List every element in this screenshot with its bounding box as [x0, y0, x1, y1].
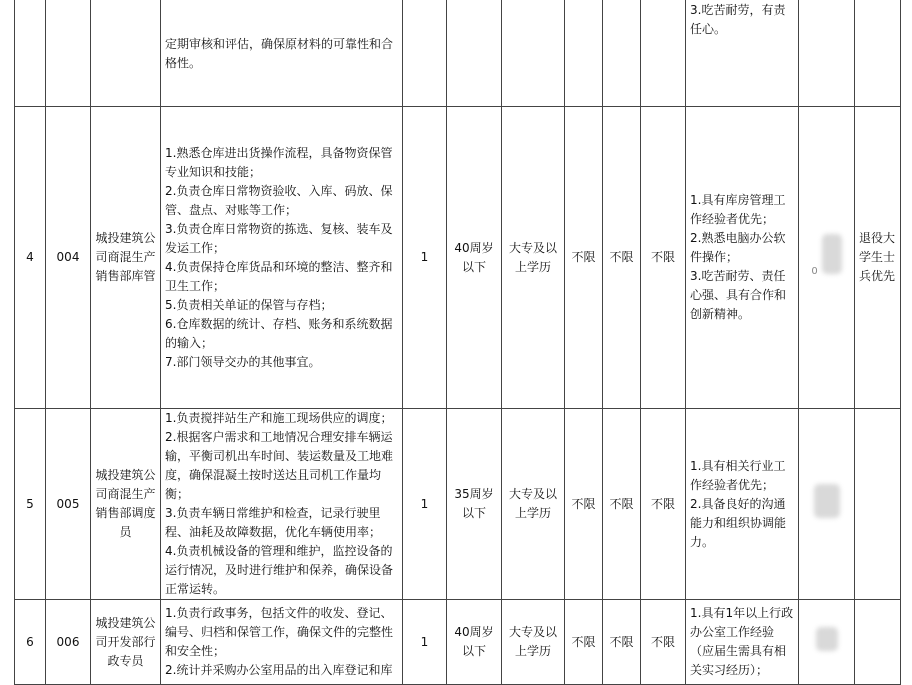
education-cell: 大专及以上学历 — [502, 409, 565, 600]
duty-line: 3.负责仓库日常物资的拣选、复核、装车及发运工作； — [165, 221, 393, 255]
note-cell — [855, 600, 901, 685]
table-row — [15, 409, 901, 600]
position-cell: 城投建筑公司商混生产销售部库管 — [91, 107, 161, 409]
table-row — [15, 0, 901, 107]
contact-cell — [799, 600, 855, 685]
major-cell: 不限 — [565, 409, 603, 600]
recruitment-table — [14, 0, 901, 685]
gender-cell — [603, 0, 641, 107]
note-cell: 退役大学生士兵优先 — [855, 107, 901, 409]
major-cell: 不限 — [565, 107, 603, 409]
education-cell: 大专及以上学历 — [502, 600, 565, 685]
education-cell — [502, 0, 565, 107]
duty-line: 2.统计并采购办公室用品的出入库登记和库 — [165, 663, 393, 677]
requirement-line: 1.具有1年以上行政办公室工作经验（应届生需具有相关实习经历）； — [690, 606, 794, 677]
gender-cell: 不限 — [603, 409, 641, 600]
age-cell: 35周岁以下 — [447, 409, 502, 600]
index-cell: 5 — [15, 409, 46, 600]
contact-cell — [799, 409, 855, 600]
count-cell: 1 — [403, 409, 447, 600]
duty-line: 7.部门领导交办的其他事宜。 — [165, 354, 321, 369]
position-cell — [91, 0, 161, 107]
gender-cell: 不限 — [603, 600, 641, 685]
duty-line: 4.负责保持仓库货品和环境的整洁、整齐和卫生工作； — [165, 259, 393, 293]
redacted-contact-blur — [816, 627, 838, 651]
duty-line: 2.根据客户需求和工地情况合理安排车辆运输，平衡司机出车时间、装运数量及工地难度，确保混凝土按时送达且司机工作量均衡； — [165, 430, 394, 501]
position-cell: 城投建筑公司商混生产销售部调度员 — [91, 409, 161, 600]
table-row — [15, 107, 901, 409]
position-cell: 城投建筑公司开发部行政专员 — [91, 600, 161, 685]
contact-redacted-text: 0 — [811, 266, 818, 277]
other-cell: 不限 — [641, 107, 686, 409]
note-cell — [855, 409, 901, 600]
gender-cell: 不限 — [603, 107, 641, 409]
duties-cell — [161, 409, 403, 600]
requirements-cell — [686, 600, 799, 685]
duties-cell — [161, 600, 403, 685]
other-cell: 不限 — [641, 409, 686, 600]
duty-line: 定期审核和评估，确保原材料的可靠性和合格性。 — [165, 36, 394, 70]
requirement-line: 1.具有库房管理工作经验者优先； — [690, 193, 786, 226]
redacted-contact-blur — [822, 234, 842, 274]
duty-line: 3.负责车辆日常维护和检查，记录行驶里程、油耗及故障数据，优化车辆使用率； — [165, 506, 382, 539]
major-cell: 不限 — [565, 600, 603, 685]
age-cell: 40周岁以下 — [447, 107, 502, 409]
duty-line: 2.负责仓库日常物资验收、入库、码放、保管、盘点、对账等工作； — [165, 183, 393, 217]
duty-line: 6.仓库数据的统计、存档、账务和系统数据的输入； — [165, 316, 393, 350]
duty-line: 1.负责行政事务，包括文件的收发、登记、编号、归档和保管工作，确保文件的完整性和安全性； — [165, 606, 394, 658]
duty-line: 1.负责搅拌站生产和施工现场供应的调度； — [165, 411, 393, 425]
duty-line: 1.熟悉仓库进出货操作流程，具备物资保管专业知识和技能； — [165, 145, 393, 179]
index-cell: 4 — [15, 107, 46, 409]
education-cell: 大专及以上学历 — [502, 107, 565, 409]
age-cell: 40周岁以下 — [447, 600, 502, 685]
requirement-line: 2.熟悉电脑办公软件操作； — [690, 231, 786, 264]
index-cell: 6 — [15, 600, 46, 685]
count-cell: 1 — [403, 107, 447, 409]
requirements-cell — [686, 0, 799, 107]
requirement-line: 1.具有相关行业工作经验者优先； — [690, 458, 786, 492]
requirement-line: 2.具备良好的沟通能力和组织协调能力。 — [690, 496, 787, 549]
count-cell — [403, 0, 447, 107]
requirements-cell — [686, 409, 799, 600]
other-cell: 不限 — [641, 600, 686, 685]
duty-line: 5.负责相关单证的保管与存档； — [165, 297, 333, 312]
requirement-line: 3.吃苦耐劳、责任心强、具有合作和创新精神。 — [690, 269, 787, 321]
code-cell: 004 — [46, 107, 91, 409]
requirement-line: 3.吃苦耐劳，有责任心。 — [690, 3, 786, 36]
duties-cell — [161, 107, 403, 409]
count-cell: 1 — [403, 600, 447, 685]
duty-line: 4.负责机械设备的管理和维护，监控设备的运行情况，及时进行维护和保养，确保设备正常运转。 — [165, 544, 394, 596]
age-cell — [447, 0, 502, 107]
index-cell — [15, 0, 46, 107]
other-cell — [641, 0, 686, 107]
contact-cell — [799, 0, 855, 107]
code-cell: 005 — [46, 409, 91, 600]
contact-cell — [799, 107, 855, 409]
code-cell: 006 — [46, 600, 91, 685]
redacted-contact-blur — [814, 484, 840, 518]
major-cell — [565, 0, 603, 107]
duties-cell — [161, 0, 403, 107]
code-cell — [46, 0, 91, 107]
table-row — [15, 600, 901, 685]
note-cell — [855, 0, 901, 107]
requirements-cell — [686, 107, 799, 409]
